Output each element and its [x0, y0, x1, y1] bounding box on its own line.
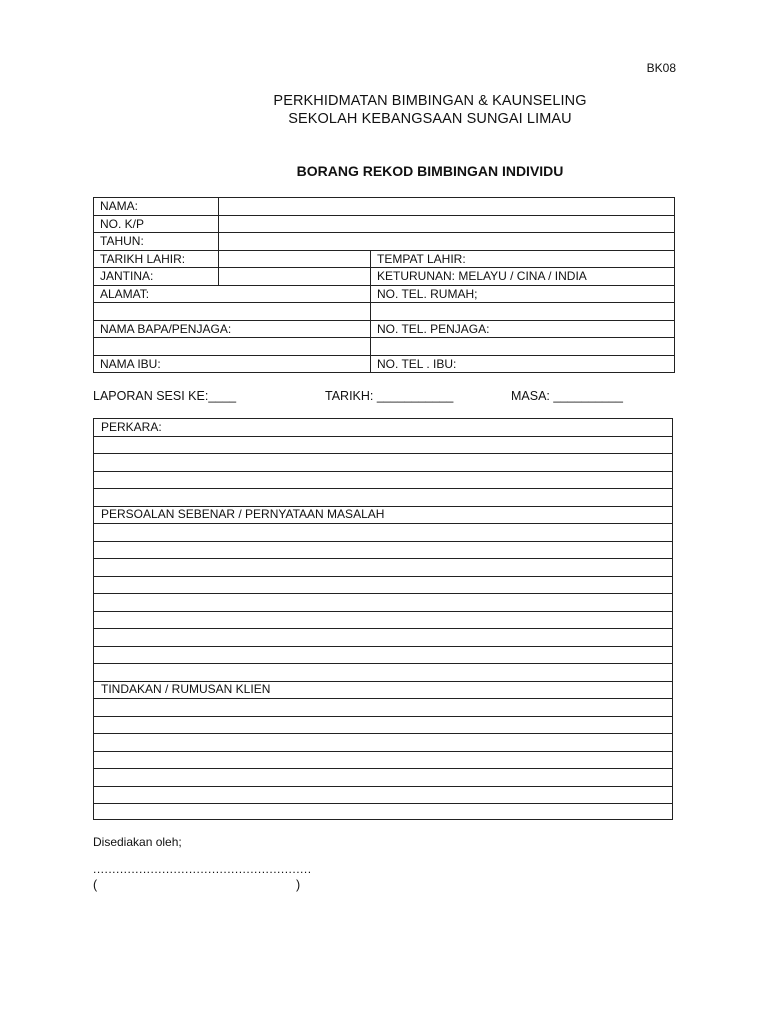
- ruled-line: [94, 733, 672, 734]
- ruled-line: [94, 471, 672, 472]
- ruled-line: [94, 488, 672, 489]
- ruled-line: [94, 576, 672, 577]
- tarikh-label: TARIKH: ___________: [325, 389, 454, 403]
- nama-bapa-field[interactable]: [94, 338, 371, 356]
- ruled-line: [94, 786, 672, 787]
- masa-label: MASA: __________: [511, 389, 623, 403]
- ruled-line: [94, 698, 672, 699]
- persoalan-label: PERSOALAN SEBENAR / PERNYATAAN MASALAH: [101, 507, 385, 521]
- table-row: [94, 268, 675, 286]
- no-tel-penjaga-label: NO. TEL. PENJAGA:: [371, 320, 675, 338]
- table-row: [94, 250, 675, 268]
- nama-bapa-label: NAMA BAPA/PENJAGA:: [94, 320, 371, 338]
- alamat-field[interactable]: [94, 303, 371, 321]
- ruled-line: [94, 558, 672, 559]
- nama-field[interactable]: [219, 198, 675, 216]
- no-kp-field[interactable]: [219, 215, 675, 233]
- ruled-line: [94, 453, 672, 454]
- table-row: [94, 233, 675, 251]
- tahun-label: TAHUN:: [94, 233, 219, 251]
- table-row: [94, 355, 675, 373]
- keturunan-label: KETURUNAN: MELAYU / CINA / INDIA: [371, 268, 675, 286]
- form-title: BORANG REKOD BIMBINGAN INDIVIDU: [296, 163, 564, 179]
- alamat-label: ALAMAT:: [94, 285, 371, 303]
- perkara-label: PERKARA:: [101, 420, 162, 434]
- laporan-sesi-label: LAPORAN SESI KE:____: [93, 389, 237, 403]
- ruled-line: [94, 541, 672, 542]
- ruled-line: [94, 803, 672, 804]
- tarikh-lahir-field[interactable]: [219, 250, 371, 268]
- no-tel-rumah-field[interactable]: [371, 303, 675, 321]
- form-code: BK08: [646, 61, 676, 75]
- tarikh-lahir-label: TARIKH LAHIR:: [94, 250, 219, 268]
- table-row: [94, 215, 675, 233]
- header-line-1: PERKHIDMATAN BIMBINGAN & KAUNSELING: [273, 93, 587, 109]
- ruled-line: [94, 751, 672, 752]
- ruled-line: [94, 768, 672, 769]
- jantina-field[interactable]: [219, 268, 371, 286]
- table-row: [94, 338, 675, 356]
- header-line-2: SEKOLAH KEBANGSAAN SUNGAI LIMAU: [288, 111, 572, 127]
- no-tel-rumah-label: NO. TEL. RUMAH;: [371, 285, 675, 303]
- session-notes-box[interactable]: [93, 418, 673, 820]
- student-info-table: [93, 197, 675, 373]
- no-kp-label: NO. K/P: [94, 215, 219, 233]
- prepared-by-label: Disediakan oleh;: [93, 835, 182, 849]
- name-paren-close: ): [296, 878, 301, 892]
- nama-label: NAMA:: [94, 198, 219, 216]
- table-row: [94, 303, 675, 321]
- nama-ibu-label: NAMA IBU:: [94, 355, 371, 373]
- ruled-line: [94, 436, 672, 437]
- no-tel-penjaga-field[interactable]: [371, 338, 675, 356]
- ruled-line: [94, 523, 672, 524]
- ruled-line: [94, 611, 672, 612]
- table-row: [94, 285, 675, 303]
- ruled-line: [94, 646, 672, 647]
- no-tel-ibu-label: NO. TEL . IBU:: [371, 355, 675, 373]
- tempat-lahir-label: TEMPAT LAHIR:: [371, 250, 675, 268]
- tindakan-label: TINDAKAN / RUMUSAN KLIEN: [101, 682, 271, 696]
- ruled-line: [94, 716, 672, 717]
- signature-line[interactable]: .........................................................: [93, 862, 312, 876]
- ruled-line: [94, 663, 672, 664]
- tahun-field[interactable]: [219, 233, 675, 251]
- ruled-line: [94, 628, 672, 629]
- table-row: [94, 320, 675, 338]
- name-paren-open: (: [93, 878, 98, 892]
- jantina-label: JANTINA:: [94, 268, 219, 286]
- table-row: [94, 198, 675, 216]
- ruled-line: [94, 593, 672, 594]
